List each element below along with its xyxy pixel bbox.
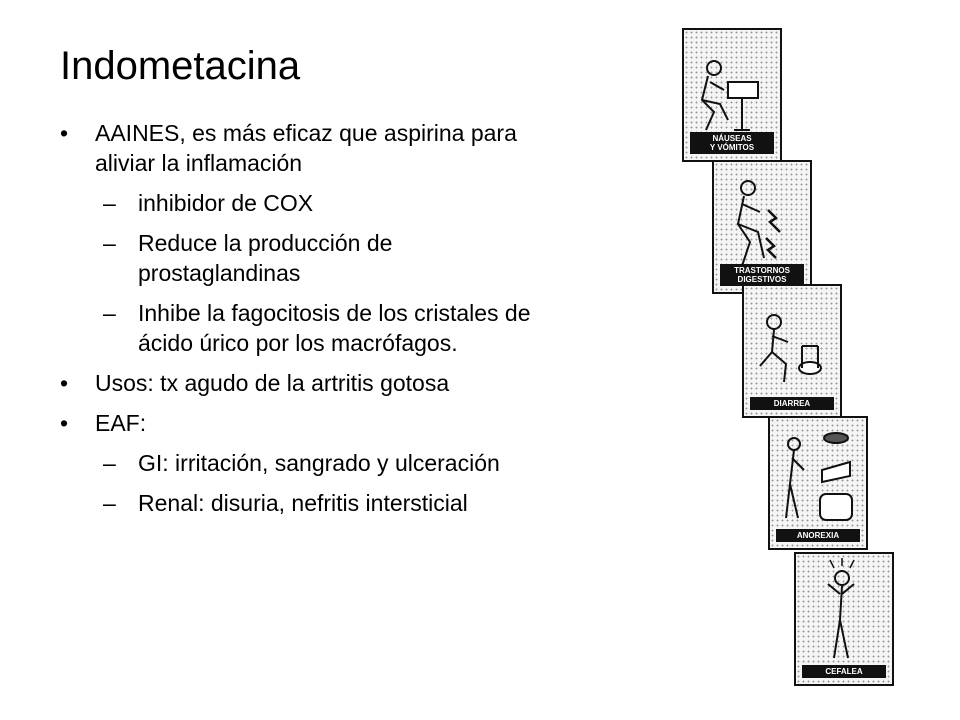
card-caption: NÁUSEAS Y VÓMITOS xyxy=(690,132,774,154)
card-caption: TRASTORNOS DIGESTIVOS xyxy=(720,264,804,286)
sub-bullet-item: – GI: irritación, sangrado y ulceración xyxy=(60,448,560,478)
bullet-item: • AAINES, es más eficaz que aspirina para aliviar la inflamación xyxy=(60,118,560,178)
card-nausea xyxy=(682,28,782,162)
sub-bullet-item: – Renal: disuria, nefritis intersticial xyxy=(60,488,560,518)
card-headache xyxy=(794,552,894,686)
sub-bullet-item: – Reduce la producción de prostaglandinas xyxy=(60,228,560,288)
card-digestive-disorders xyxy=(712,160,812,294)
card-caption: DIARREA xyxy=(750,397,834,410)
sub-bullet-item: – inhibidor de COX xyxy=(60,188,560,218)
card-anorexia xyxy=(768,416,868,550)
bullet-item: • Usos: tx agudo de la artritis gotosa xyxy=(60,368,560,398)
card-caption: CEFALEA xyxy=(802,665,886,678)
card-caption: ANOREXIA xyxy=(776,529,860,542)
bullet-list xyxy=(60,118,560,528)
card-diarrhea xyxy=(742,284,842,418)
bullet-item: • EAF: xyxy=(60,408,560,438)
sub-bullet-item: – Inhibe la fagocitosis de los cristales de ácido úrico por los macrófagos. xyxy=(60,298,560,358)
slide-title: Indometacina xyxy=(60,44,301,88)
side-effect-illustrations xyxy=(670,24,930,704)
